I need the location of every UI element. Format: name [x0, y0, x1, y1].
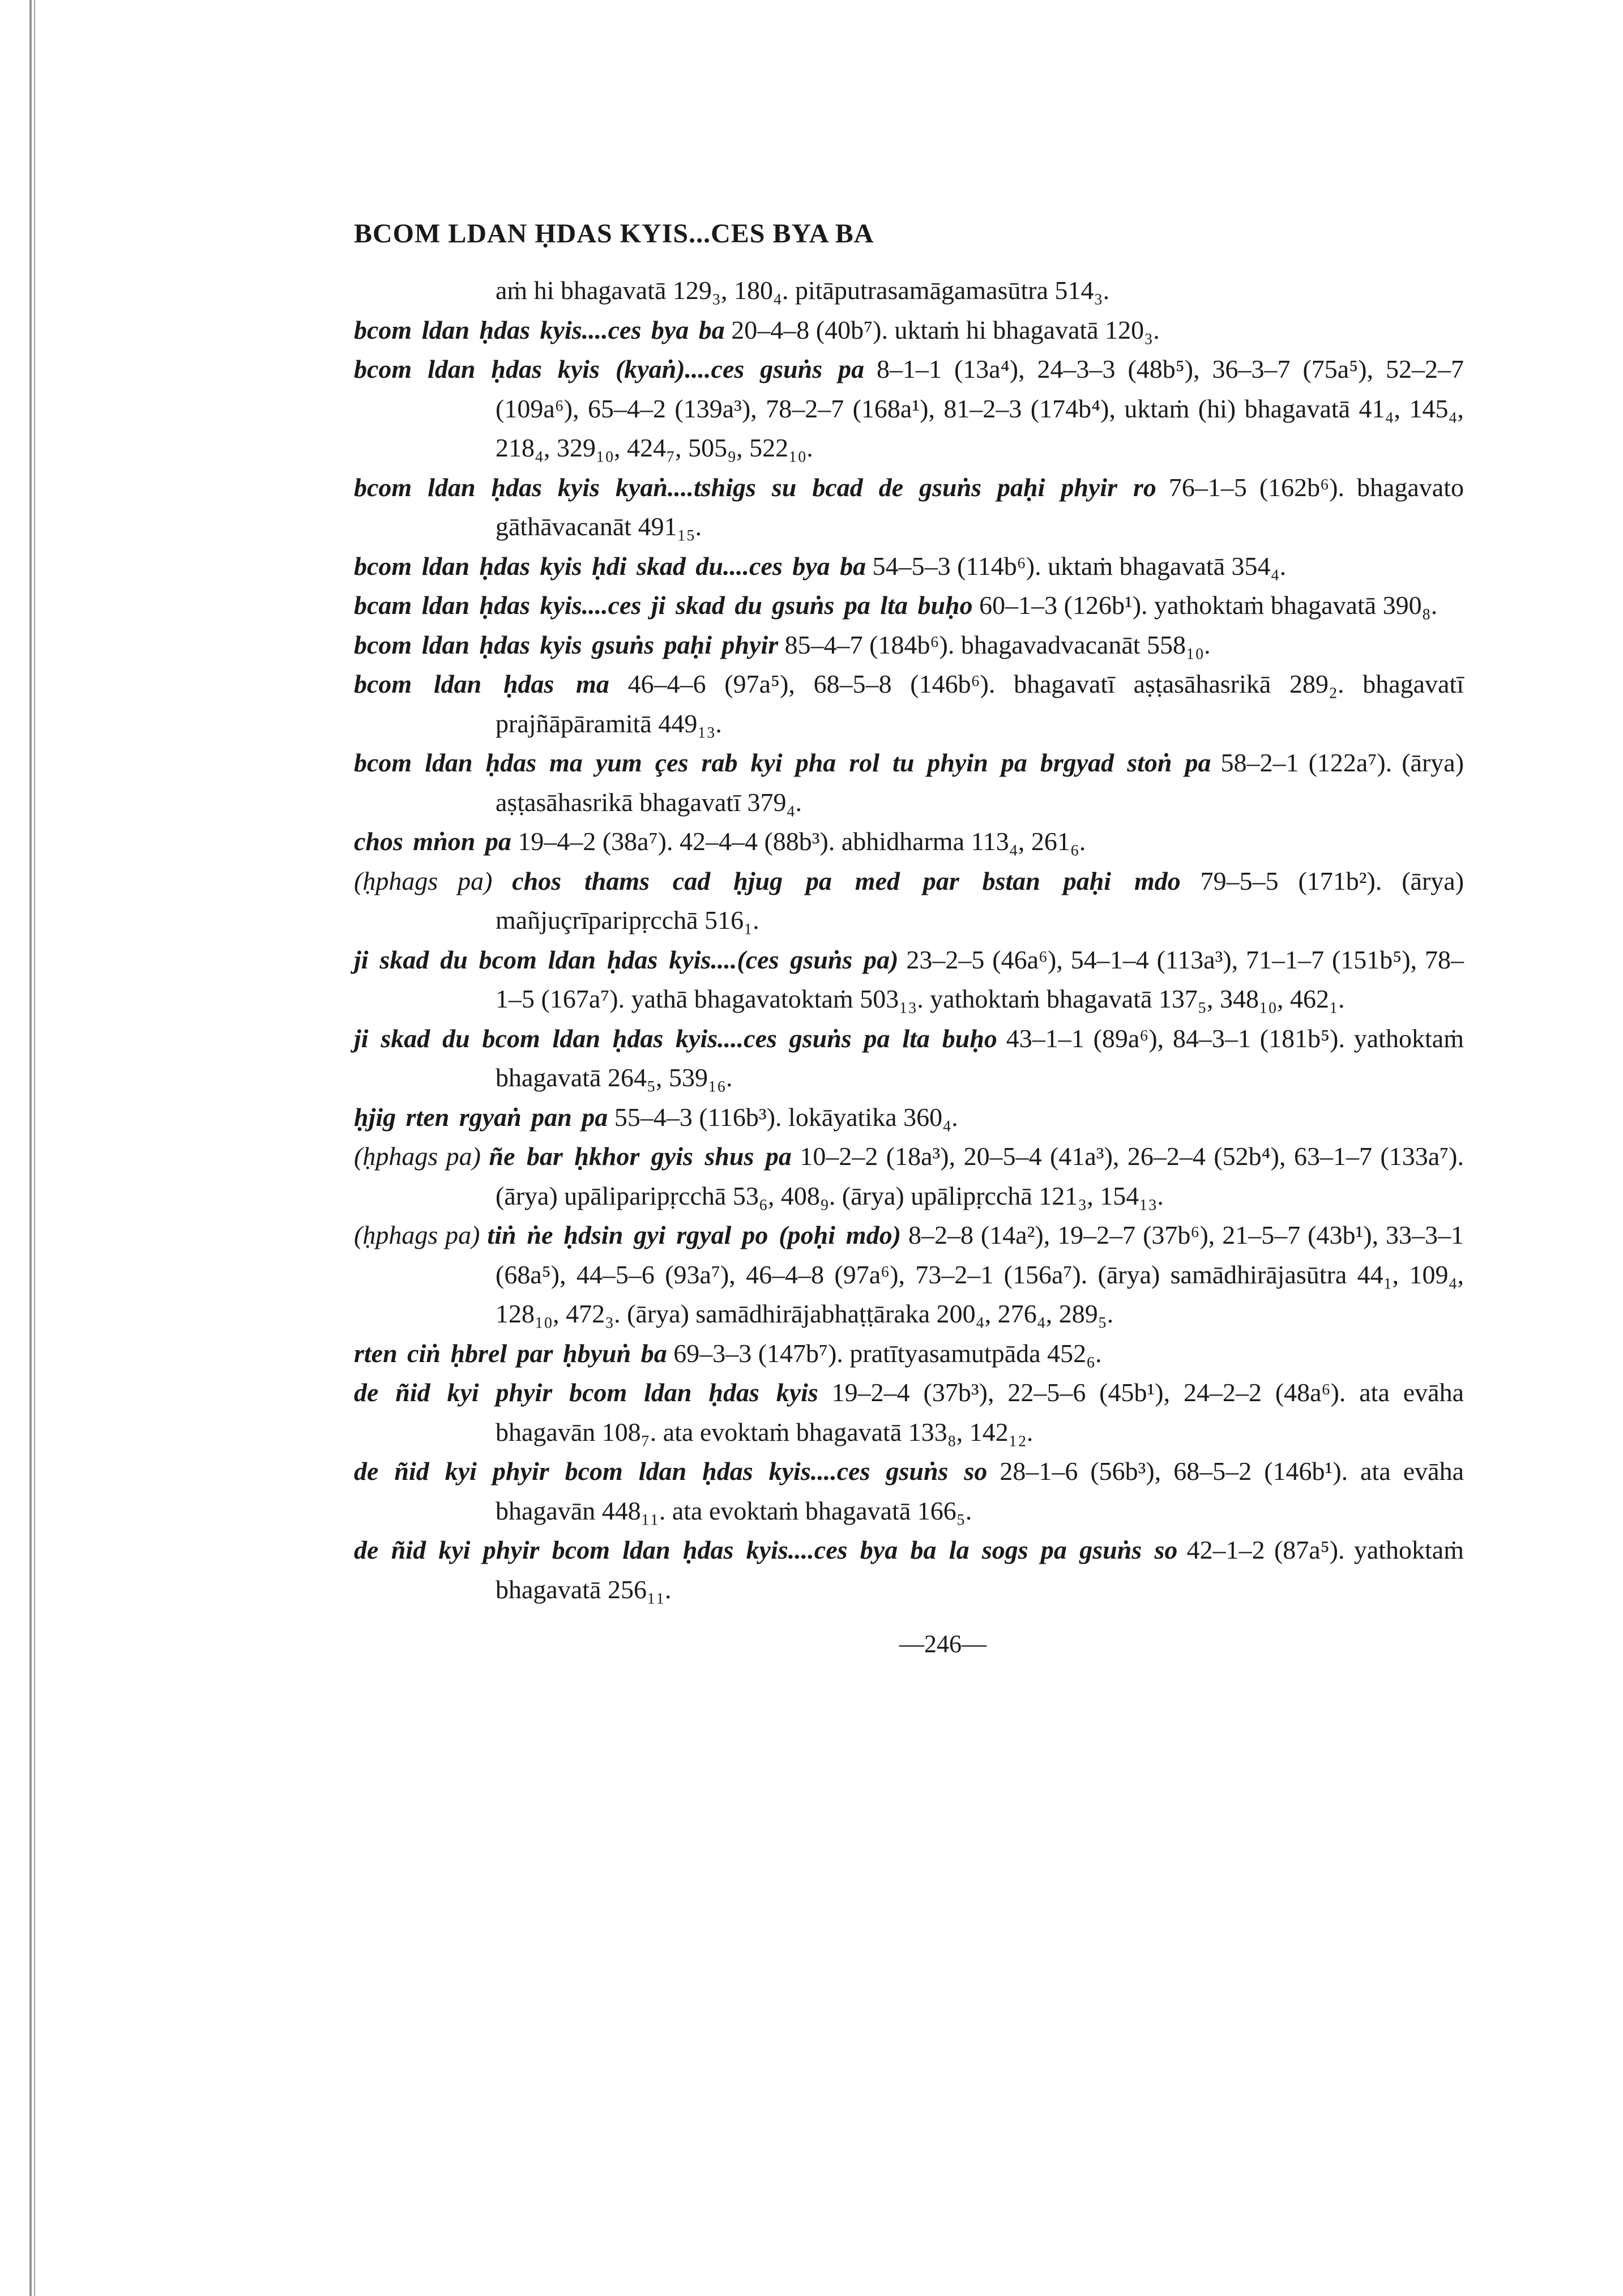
index-entry: [354, 468, 1464, 547]
entry-heading: bcom ldan ḥdas kyis gsuṅs paḥi phyir: [354, 630, 779, 659]
entry-refs: 54–5–3 (114b⁶). uktaṁ bhagavatā 354₄.: [872, 551, 1287, 581]
running-head: BCOM LDAN ḤDAS KYIS...CES BYA BA: [354, 219, 874, 249]
entry-prefix: (ḥphags pa): [354, 1142, 481, 1171]
entry-refs: 8–2–8 (14a²), 19–2–7 (37b⁶), 21–5–7 (43b¹), 33–3–1 (68a⁵), 44–5–6 (93a⁷), 46–4–8 (97a⁶), 73–2–1 (156a⁷). (ārya) samādhirājasūtra 44₁, 109₄, 128₁₀, 472₃. (ārya) samādhirājabhaṭṭāraka 200₄, 276₄, 289₅.: [496, 1220, 1464, 1328]
entry-refs: 85–4–7 (184b⁶). bhagavadvacanāt 558₁₀.: [784, 630, 1211, 659]
entry-heading: ḥjig rten rgyaṅ pan pa: [354, 1102, 608, 1132]
index-entry: [354, 1137, 1464, 1215]
entry-prefix: (ḥphags pa): [354, 1220, 480, 1249]
entry-prefix: (ḥphags pa): [354, 866, 493, 895]
index-entry: [354, 1098, 1464, 1137]
index-entry: [354, 586, 1464, 625]
entry-refs: 43–1–1 (89a⁶), 84–3–1 (181b⁵). yathoktaṁ bhagavatā 264₅, 539₁₆.: [496, 1023, 1464, 1092]
entry-heading: rten ciṅ ḥbrel par ḥbyuṅ ba: [354, 1338, 667, 1368]
binding-edge: [29, 0, 40, 2296]
index-entry: [354, 349, 1464, 468]
index-entry: [354, 1334, 1464, 1373]
index-entry: [354, 547, 1464, 586]
entry-refs: 28–1–6 (56b³), 68–5–2 (146b¹). ata evāha bhagavān 448₁₁. ata evoktaṁ bhagavatā 166₅.: [496, 1457, 1464, 1525]
entry-heading: ñe bar ḥkhor gyis shus pa: [489, 1142, 792, 1171]
entry-heading: bcom ldan ḥdas kyis (kyaṅ)....ces gsuṅs pa: [354, 355, 865, 383]
entry-heading: de ñid kyi phyir bcom ldan ḥdas kyis: [354, 1378, 818, 1407]
entry-heading: ji skad du bcom ldan ḥdas kyis....(ces gsuṅs pa): [354, 945, 899, 974]
entry-refs: 10–2–2 (18a³), 20–5–4 (41a³), 26–2–4 (52b⁴), 63–1–7 (133a⁷). (ārya) upāliparipṛcchā 53₆, 408₉. (ārya) upālipṛcchā 121₃, 154₁₃.: [496, 1142, 1464, 1210]
entry-refs: 79–5–5 (171b²). (ārya) mañjuçrīparipṛcchā 516₁.: [496, 866, 1464, 934]
entry-heading: chos thams cad ḥjug pa med par bstan paḥi mdo: [512, 866, 1181, 895]
index-entry: [354, 664, 1464, 743]
entry-refs: 60–1–3 (126b¹). yathoktaṁ bhagavatā 390₈.: [979, 591, 1438, 620]
entry-heading: tiṅ ṅe ḥdsin gyi rgyal po (poḥi mdo): [487, 1220, 902, 1249]
page-body: [354, 218, 1464, 1658]
entry-refs: 23–2–5 (46a⁶), 54–1–4 (113a³), 71–1–7 (151b⁵), 78–1–5 (167a⁷). yathā bhagavatoktaṁ 503₁₃. yathoktaṁ bhagavatā 137₅, 348₁₀, 462₁.: [496, 945, 1464, 1013]
entry-refs: 69–3–3 (147b⁷). pratītyasamutpāda 452₆.: [673, 1338, 1102, 1368]
index-entry: [354, 1530, 1464, 1609]
index-entry: [354, 625, 1464, 665]
entry-refs: 46–4–6 (97a⁵), 68–5–8 (146b⁶). bhagavatī aṣṭasāhasrikā 289₂. bhagavatī prajñāpāramitā 449₁₃.: [496, 669, 1464, 738]
entry-refs: 20–4–8 (40b⁷). uktaṁ hi bhagavatā 120₃.: [731, 315, 1160, 344]
index-entry: [354, 861, 1464, 940]
entry-heading: bcom ldan ḥdas ma yum çes rab kyi pha rol tu phyin pa brgyad stoṅ pa: [354, 748, 1211, 777]
index-entry: [354, 271, 1464, 310]
index-entry: [354, 1019, 1464, 1098]
entry-refs: 58–2–1 (122a⁷). (ārya) aṣṭasāhasrikā bhagavatī 379₄.: [496, 748, 1464, 817]
index-entry: [354, 310, 1464, 350]
entry-refs: 42–1–2 (87a⁵). yathoktaṁ bhagavatā 256₁₁.: [496, 1535, 1464, 1604]
entry-refs: 76–1–5 (162b⁶). bhagavato gāthāvacanāt 491₁₅.: [496, 472, 1464, 541]
entry-heading: chos mṅon pa: [354, 827, 511, 856]
entry-heading: bcom ldan ḥdas ma: [354, 669, 609, 698]
entry-heading: de ñid kyi phyir bcom ldan ḥdas kyis....ces gsuṅs so: [354, 1457, 988, 1486]
entry-heading: bcom ldan ḥdas kyis ḥdi skad du....ces bya ba: [354, 551, 866, 581]
index-entry: [354, 1452, 1464, 1530]
entry-refs: 55–4–3 (116b³). lokāyatika 360₄.: [614, 1102, 958, 1132]
entry-heading: bcom ldan ḥdas kyis....ces bya ba: [354, 315, 725, 344]
entry-heading: ji skad du bcom ldan ḥdas kyis....ces gsuṅs pa lta buḥo: [354, 1023, 997, 1053]
index-entry: [354, 822, 1464, 861]
entry-refs: 19–4–2 (38a⁷). 42–4–4 (88b³). abhidharma 113₄, 261₆.: [518, 827, 1086, 856]
index-entry: [354, 940, 1464, 1019]
page-number: —246—: [899, 1630, 986, 1658]
index-entries: [354, 271, 1464, 1609]
entry-refs: 19–2–4 (37b³), 22–5–6 (45b¹), 24–2–2 (48a⁶). ata evāha bhagavān 108₇. ata evoktaṁ bhagavatā 133₈, 142₁₂.: [496, 1378, 1464, 1446]
entry-refs: 8–1–1 (13a⁴), 24–3–3 (48b⁵), 36–3–7 (75a⁵), 52–2–7 (109a⁶), 65–4–2 (139a³), 78–2–7 (168a¹), 81–2–3 (174b⁴), uktaṁ (hi) bhagavatā 41₄, 145₄, 218₄, 329₁₀, 424₇, 505₉, 522₁₀.: [496, 355, 1464, 462]
entry-heading: bcam ldan ḥdas kyis....ces ji skad du gsuṅs pa lta buḥo: [354, 591, 973, 620]
entry-refs: aṁ hi bhagavatā 129₃, 180₄. pitāputrasamāgamasūtra 514₃.: [496, 276, 1110, 305]
index-entry: [354, 743, 1464, 822]
index-entry: [354, 1373, 1464, 1452]
entry-heading: bcom ldan ḥdas kyis kyaṅ....tshigs su bcad de gsuṅs paḥi phyir ro: [354, 472, 1156, 502]
index-entry: [354, 1215, 1464, 1334]
entry-heading: de ñid kyi phyir bcom ldan ḥdas kyis....ces bya ba la sogs pa gsuṅs so: [354, 1535, 1178, 1564]
